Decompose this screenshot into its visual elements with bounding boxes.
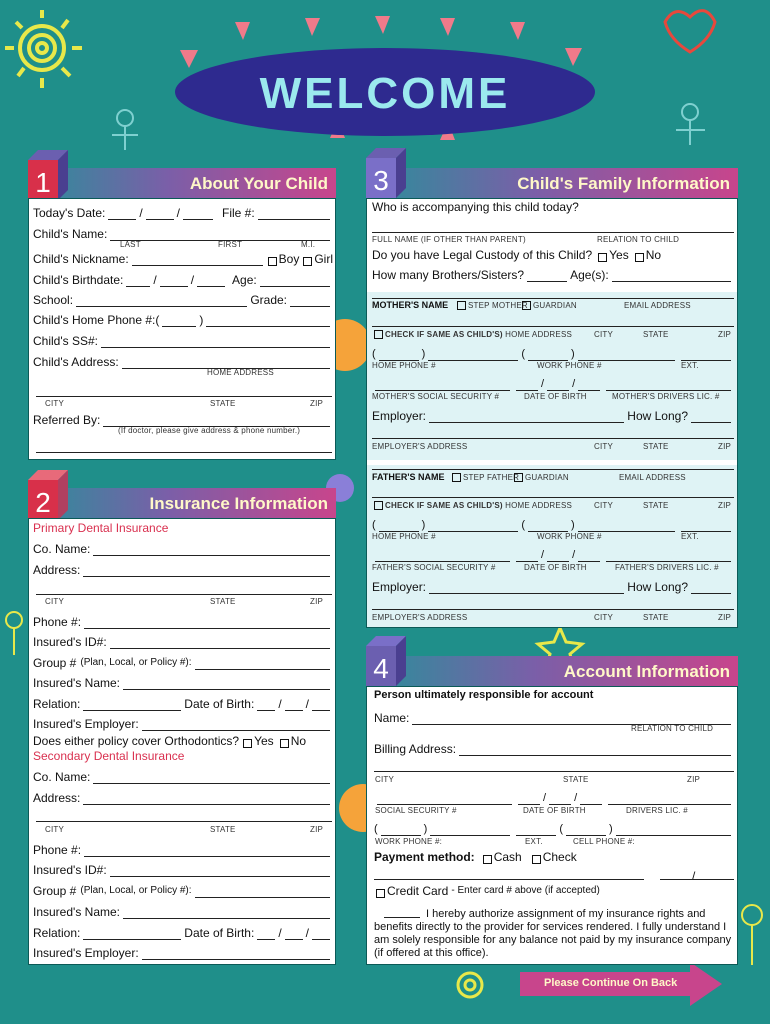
ortho-no-label: No — [290, 734, 307, 748]
work-phone-caption: WORK PHONE # — [537, 532, 602, 541]
how-long-label: How Long? — [627, 409, 688, 423]
mother-same-checkbox[interactable] — [374, 330, 383, 339]
ssn-row — [33, 334, 333, 348]
childs-name-row — [33, 227, 333, 241]
fathers-name-caption: FATHER'S NAME — [372, 472, 445, 482]
authorization-text: I hereby authorize assignment of my insurance rights and benefits directly to the provider for services rendered. I fully understand I am solely responsible for any balance not paid by my insurance company (if offered at this office). — [374, 908, 732, 959]
number-4: 4 — [373, 653, 389, 684]
mother-employer-field[interactable] — [429, 411, 624, 423]
birthdate-label: Child's Birthdate: — [33, 273, 124, 287]
step-father-checkbox[interactable] — [452, 473, 461, 482]
state-caption: STATE — [210, 825, 236, 834]
address-row — [33, 563, 333, 577]
mother-dob-month-field[interactable] — [516, 379, 538, 391]
mother-work-area-field[interactable] — [528, 349, 568, 361]
father-phones-row: ( ) ( ) — [372, 518, 734, 532]
mother-dl-field[interactable] — [606, 379, 731, 391]
check-label: Check — [542, 850, 577, 864]
mother-dob-day-field[interactable] — [547, 379, 569, 391]
employers-address-caption: EMPLOYER'S ADDRESS — [372, 613, 468, 622]
ext-caption: EXT. — [525, 837, 543, 846]
employer-label: Employer: — [372, 580, 427, 594]
boy-label: Boy — [278, 252, 300, 266]
state-caption: STATE — [643, 501, 669, 510]
girl-checkbox[interactable] — [303, 257, 312, 266]
home-phone-label: Child's Home Phone #:( — [33, 313, 160, 327]
dl-caption: DRIVERS LIC. # — [626, 806, 688, 815]
dob-year-field[interactable] — [312, 928, 330, 940]
step-mother-option — [455, 301, 528, 310]
co-name-field[interactable] — [93, 772, 330, 784]
work-area-field[interactable] — [381, 824, 421, 836]
address-field[interactable] — [83, 565, 330, 577]
step-father-label: STEP FATHER — [463, 473, 520, 482]
dob-month-field[interactable] — [257, 928, 275, 940]
dl-field[interactable] — [608, 793, 731, 805]
number-1: 1 — [35, 167, 51, 198]
insured-name-label: Insured's Name: — [33, 905, 120, 919]
father-same-checkbox[interactable] — [374, 501, 383, 510]
credit-note: - Enter card # above (if accepted) — [451, 885, 600, 896]
zip-caption: ZIP — [718, 501, 732, 510]
work-phone-caption: WORK PHONE # — [537, 361, 602, 370]
file-label: File #: — [222, 206, 255, 220]
billing-address-field[interactable] — [459, 744, 731, 756]
step-father-option — [450, 473, 519, 482]
employers-address-caption: EMPLOYER'S ADDRESS — [372, 442, 468, 451]
section2-header: Insurance Information — [28, 488, 336, 518]
insured-id-row — [33, 863, 333, 877]
boy-checkbox[interactable] — [268, 257, 277, 266]
co-name-label: Co. Name: — [33, 542, 91, 556]
spiral-icon — [458, 973, 482, 997]
mothers-ssn-caption: MOTHER'S SOCIAL SECURITY # — [372, 392, 500, 401]
mother-phones-row: ( ) ( ) — [372, 347, 734, 361]
address-label: Child's Address: — [33, 355, 119, 369]
state-caption: STATE — [563, 775, 589, 784]
mother-ssn-field[interactable] — [375, 379, 510, 391]
custody-no-label: No — [645, 248, 662, 262]
group-note: (Plan, Local, or Policy #): — [80, 657, 192, 668]
address-row — [33, 355, 333, 369]
cash-checkbox[interactable] — [483, 855, 492, 864]
custody-yes-checkbox[interactable] — [598, 253, 607, 262]
custody-row — [372, 248, 734, 262]
phone-label: Phone #: — [33, 615, 82, 629]
father-home-phone-field[interactable] — [428, 520, 518, 532]
city-state-zip-line[interactable] — [36, 396, 332, 397]
name-row — [374, 711, 734, 725]
city-caption: CITY — [45, 825, 65, 834]
primary-insurance-heading: Primary Dental Insurance — [33, 521, 169, 535]
co-name-field[interactable] — [93, 544, 330, 556]
city-caption: CITY — [594, 501, 614, 510]
dob-caption: DATE OF BIRTH — [523, 806, 586, 815]
insured-id-label: Insured's ID#: — [33, 635, 107, 649]
dob-label: Date of Birth: — [184, 926, 255, 940]
referred-row — [33, 413, 333, 427]
responsible-heading: Person ultimately responsible for account — [374, 689, 594, 701]
relation-row: Relation: Date of Birth: / / — [33, 926, 333, 940]
state-caption: STATE — [643, 330, 669, 339]
fathers-ssn-caption: FATHER'S SOCIAL SECURITY # — [372, 563, 496, 572]
city-caption: CITY — [594, 442, 614, 451]
state-caption: STATE — [210, 399, 236, 408]
girl-label: Girl — [314, 252, 333, 266]
father-employer-address-line[interactable] — [372, 609, 734, 610]
mother-employer-address-line[interactable] — [372, 438, 734, 439]
same-as-child-label: CHECK IF SAME AS CHILD'S) — [385, 501, 503, 510]
dob-day-field[interactable] — [285, 928, 303, 940]
area-code-field[interactable] — [162, 315, 196, 327]
custody-yes-label: Yes — [609, 248, 629, 262]
insured-name-label: Insured's Name: — [33, 676, 120, 690]
father-dob-day-field[interactable] — [547, 550, 569, 562]
mothers-dl-caption: MOTHER'S DRIVERS LIC. # — [612, 392, 720, 401]
relation-caption: RELATION TO CHILD — [597, 235, 680, 244]
ids-row: / / — [374, 791, 734, 805]
mother-guardian-option — [520, 301, 577, 310]
card-expiry[interactable]: / — [692, 869, 696, 883]
father-how-long-field[interactable] — [691, 582, 731, 594]
work-phone-caption: WORK PHONE #: — [375, 837, 443, 846]
zip-caption: ZIP — [310, 399, 324, 408]
date-day-field[interactable] — [146, 208, 174, 220]
city-caption: CITY — [45, 399, 65, 408]
accompanying-row — [372, 200, 579, 214]
dob-month-field[interactable] — [257, 699, 275, 711]
section3-header: Child's Family Information — [366, 168, 738, 198]
age-field[interactable] — [260, 275, 330, 287]
father-dl-field[interactable] — [606, 550, 731, 562]
city-caption: CITY — [45, 597, 65, 606]
section1-header: About Your Child — [28, 168, 336, 198]
zip-caption: ZIP — [687, 775, 701, 784]
ext-caption: EXT. — [681, 361, 699, 370]
billing-label: Billing Address: — [374, 742, 457, 756]
ext-field[interactable] — [516, 824, 556, 836]
insured-id-field[interactable] — [110, 637, 330, 649]
father-ext-field[interactable] — [681, 520, 731, 532]
father-dob-year-field[interactable] — [578, 550, 600, 562]
address-label: Address: — [33, 563, 81, 577]
number-block-2 — [28, 470, 68, 520]
ages-label: Age(s): — [570, 268, 609, 282]
todays-date-row: Today's Date: / / File #: — [33, 206, 333, 220]
dob-day-field[interactable] — [549, 793, 571, 805]
group-row — [33, 884, 333, 898]
birthdate-row: Child's Birthdate: / / Age: — [33, 273, 333, 287]
cell-area-field[interactable] — [566, 824, 606, 836]
father-guardian-label: GUARDIAN — [525, 473, 569, 482]
city-caption: CITY — [375, 775, 395, 784]
group-field[interactable] — [195, 886, 330, 898]
group-field[interactable] — [195, 658, 330, 670]
ssn-field[interactable] — [377, 793, 512, 805]
co-name-label: Co. Name: — [33, 770, 91, 784]
father-guardian-option — [512, 473, 569, 482]
city-state-zip-line[interactable] — [36, 594, 332, 595]
home-phone-row: Child's Home Phone #:( ) — [33, 313, 333, 327]
continue-label[interactable]: Please Continue On Back — [544, 977, 678, 989]
co-name-row — [33, 770, 333, 784]
mother-dob-year-field[interactable] — [578, 379, 600, 391]
number-2: 2 — [35, 487, 51, 518]
father-same-option — [372, 501, 572, 510]
age-label: Age: — [232, 273, 257, 287]
accompanying-line[interactable] — [372, 232, 734, 233]
card-number-line[interactable] — [374, 879, 644, 880]
section4-header: Account Information — [366, 656, 738, 686]
phone-row — [33, 615, 333, 629]
heart-icon — [665, 11, 715, 52]
fathers-dl-caption: FATHER'S DRIVERS LIC. # — [615, 563, 719, 572]
number-block-1 — [28, 150, 68, 200]
mother-home-phone-field[interactable] — [428, 349, 518, 361]
number-block-4 — [366, 636, 406, 686]
father-home-area-field[interactable] — [379, 520, 419, 532]
insured-id-field[interactable] — [110, 865, 330, 877]
birthdate-month-field[interactable] — [126, 275, 150, 287]
ext-caption: EXT. — [681, 532, 699, 541]
relation-field[interactable] — [83, 699, 181, 711]
group-label: Group # — [33, 656, 77, 670]
dob-year-field[interactable] — [580, 793, 602, 805]
todays-date-label: Today's Date: — [33, 206, 106, 220]
dob-year-field[interactable] — [312, 699, 330, 711]
ages-field[interactable] — [612, 270, 731, 282]
address-row — [33, 791, 333, 805]
number-block-3 — [366, 148, 406, 198]
relation-field[interactable] — [83, 928, 181, 940]
custody-label: Do you have Legal Custody of this Child? — [372, 248, 593, 262]
dob-label: Date of Birth: — [184, 697, 255, 711]
home-phone-field[interactable] — [206, 315, 330, 327]
address-label: Address: — [33, 791, 81, 805]
group-label: Group # — [33, 884, 77, 898]
mother-guardian-checkbox[interactable] — [522, 301, 531, 310]
siblings-field[interactable] — [527, 270, 567, 282]
mi-label: M.I. — [301, 240, 316, 249]
title-text-art: WELCOME — [259, 69, 511, 118]
nickname-field[interactable] — [132, 254, 263, 266]
father-ssn-field[interactable] — [375, 550, 510, 562]
phones-row: ( ) ( ) — [374, 822, 734, 836]
referred-label: Referred By: — [33, 413, 101, 427]
credit-row — [374, 884, 734, 898]
full-name-caption: FULL NAME (IF OTHER THAN PARENT) — [372, 235, 526, 244]
father-work-area-field[interactable] — [528, 520, 568, 532]
mother-home-area-field[interactable] — [379, 349, 419, 361]
nickname-label: Child's Nickname: — [33, 252, 129, 266]
card-expiry-line[interactable] — [660, 879, 734, 880]
work-phone-field[interactable] — [430, 824, 510, 836]
phone-row — [33, 843, 333, 857]
zip-caption: ZIP — [310, 825, 324, 834]
city-state-zip-line[interactable] — [36, 821, 332, 822]
email-caption: EMAIL ADDRESS — [624, 301, 691, 310]
ortho-yes-checkbox[interactable] — [243, 739, 252, 748]
date-month-field[interactable] — [108, 208, 136, 220]
dob-day-field[interactable] — [285, 699, 303, 711]
insured-employer-label: Insured's Employer: — [33, 946, 139, 960]
ortho-no-checkbox[interactable] — [280, 739, 289, 748]
number-3: 3 — [373, 165, 389, 196]
home-phone-caption: HOME PHONE # — [372, 532, 436, 541]
payment-row — [374, 850, 734, 864]
father-dob-month-field[interactable] — [516, 550, 538, 562]
father-employer-field[interactable] — [429, 582, 624, 594]
credit-label: Credit Card — [387, 884, 449, 898]
school-label: School: — [33, 293, 74, 307]
employer-label: Employer: — [372, 409, 427, 423]
city-caption: CITY — [594, 330, 614, 339]
file-number-field[interactable] — [258, 208, 330, 220]
insured-employer-field[interactable] — [142, 948, 330, 960]
same-as-child-label: CHECK IF SAME AS CHILD'S) — [385, 330, 503, 339]
home-phone-caption: HOME PHONE # — [372, 361, 436, 370]
dob-month-field[interactable] — [518, 793, 540, 805]
mother-how-long-field[interactable] — [691, 411, 731, 423]
zip-caption: ZIP — [718, 330, 732, 339]
siblings-label: How many Brothers/Sisters? — [372, 268, 525, 282]
ssn-field[interactable] — [101, 336, 330, 348]
zip-caption: ZIP — [718, 613, 732, 622]
home-address-caption: HOME ADDRESS — [505, 330, 573, 339]
email-caption: EMAIL ADDRESS — [619, 473, 686, 482]
ortho-row — [33, 734, 333, 748]
mother-ids-row: / / — [372, 377, 734, 391]
ortho-label: Does either policy cover Orthodontics? — [33, 734, 240, 748]
phone-field[interactable] — [84, 617, 330, 629]
mother-ext-field[interactable] — [681, 349, 731, 361]
name-label: Name: — [374, 711, 410, 725]
billing-row — [374, 742, 734, 756]
insured-id-row — [33, 635, 333, 649]
mother-address-line[interactable] — [372, 326, 734, 327]
referred-extra-line[interactable] — [36, 452, 332, 453]
mother-block — [367, 292, 737, 460]
mother-same-option — [372, 330, 572, 339]
group-row — [33, 656, 333, 670]
mother-employer-row — [372, 409, 734, 423]
secondary-insurance-heading: Secondary Dental Insurance — [33, 749, 185, 763]
insured-employer-field[interactable] — [142, 719, 330, 731]
payment-label: Payment method: — [374, 850, 475, 864]
ssn-caption: SOCIAL SECURITY # — [375, 806, 457, 815]
phone-field[interactable] — [84, 845, 330, 857]
father-employer-row — [372, 580, 734, 594]
father-block — [367, 465, 737, 627]
co-name-row — [33, 542, 333, 556]
relation-caption: RELATION TO CHILD — [631, 724, 714, 733]
relation-row: Relation: Date of Birth: / / — [33, 697, 333, 711]
relation-label: Relation: — [33, 697, 81, 711]
state-caption: STATE — [210, 597, 236, 606]
fathers-name-line[interactable] — [372, 469, 734, 470]
phone-label: Phone #: — [33, 843, 82, 857]
insured-name-field[interactable] — [123, 907, 330, 919]
insured-id-label: Insured's ID#: — [33, 863, 107, 877]
mothers-name-caption: MOTHER'S NAME — [372, 300, 449, 310]
home-address-caption: HOME ADDRESS — [207, 368, 274, 377]
cell-caption: CELL PHONE #: — [573, 837, 635, 846]
nickname-row — [33, 252, 333, 266]
insured-employer-row — [33, 717, 333, 731]
father-guardian-checkbox[interactable] — [514, 473, 523, 482]
city-state-zip-line[interactable] — [374, 771, 734, 772]
referred-note: (If doctor, please give address & phone number.) — [118, 426, 301, 435]
mother-guardian-label: GUARDIAN — [533, 301, 577, 310]
zip-caption: ZIP — [310, 597, 324, 606]
dob-caption: DATE OF BIRTH — [524, 563, 587, 572]
cell-phone-field[interactable] — [616, 824, 731, 836]
father-address-line[interactable] — [372, 497, 734, 498]
state-caption: STATE — [643, 442, 669, 451]
state-caption: STATE — [643, 613, 669, 622]
accompanying-label: Who is accompanying this child today? — [372, 200, 579, 214]
insured-name-row — [33, 676, 333, 690]
insured-name-field[interactable] — [123, 678, 330, 690]
insured-name-row — [33, 905, 333, 919]
father-work-phone-field[interactable] — [578, 520, 675, 532]
address-field[interactable] — [83, 793, 330, 805]
mothers-name-line[interactable] — [372, 298, 734, 299]
grade-label: Grade: — [250, 293, 287, 307]
school-field[interactable] — [76, 295, 247, 307]
siblings-row — [372, 268, 734, 282]
step-mother-label: STEP MOTHER — [468, 301, 528, 310]
childs-name-label: Child's Name: — [33, 227, 108, 241]
cash-label: Cash — [493, 850, 522, 864]
last-label: LAST — [120, 240, 141, 249]
birthdate-day-field[interactable] — [160, 275, 188, 287]
zip-caption: ZIP — [718, 442, 732, 451]
insured-employer-row — [33, 946, 333, 960]
date-year-field[interactable] — [183, 208, 213, 220]
mother-work-phone-field[interactable] — [578, 349, 675, 361]
step-mother-checkbox[interactable] — [457, 301, 466, 310]
check-checkbox[interactable] — [532, 855, 541, 864]
relation-label: Relation: — [33, 926, 81, 940]
sun-icon — [5, 10, 82, 88]
birthdate-year-field[interactable] — [197, 275, 225, 287]
first-label: FIRST — [218, 240, 243, 249]
home-address-caption: HOME ADDRESS — [505, 501, 573, 510]
school-row — [33, 293, 333, 307]
custody-no-checkbox[interactable] — [635, 253, 644, 262]
ortho-yes-label: Yes — [254, 734, 274, 748]
ssn-label: Child's SS#: — [33, 334, 98, 348]
dob-caption: DATE OF BIRTH — [524, 392, 587, 401]
city-caption: CITY — [594, 613, 614, 622]
insured-employer-label: Insured's Employer: — [33, 717, 139, 731]
father-ids-row: / / — [372, 548, 734, 562]
credit-checkbox[interactable] — [376, 889, 385, 898]
group-note: (Plan, Local, or Policy #): — [80, 885, 192, 896]
grade-field[interactable] — [290, 295, 330, 307]
how-long-label: How Long? — [627, 580, 688, 594]
